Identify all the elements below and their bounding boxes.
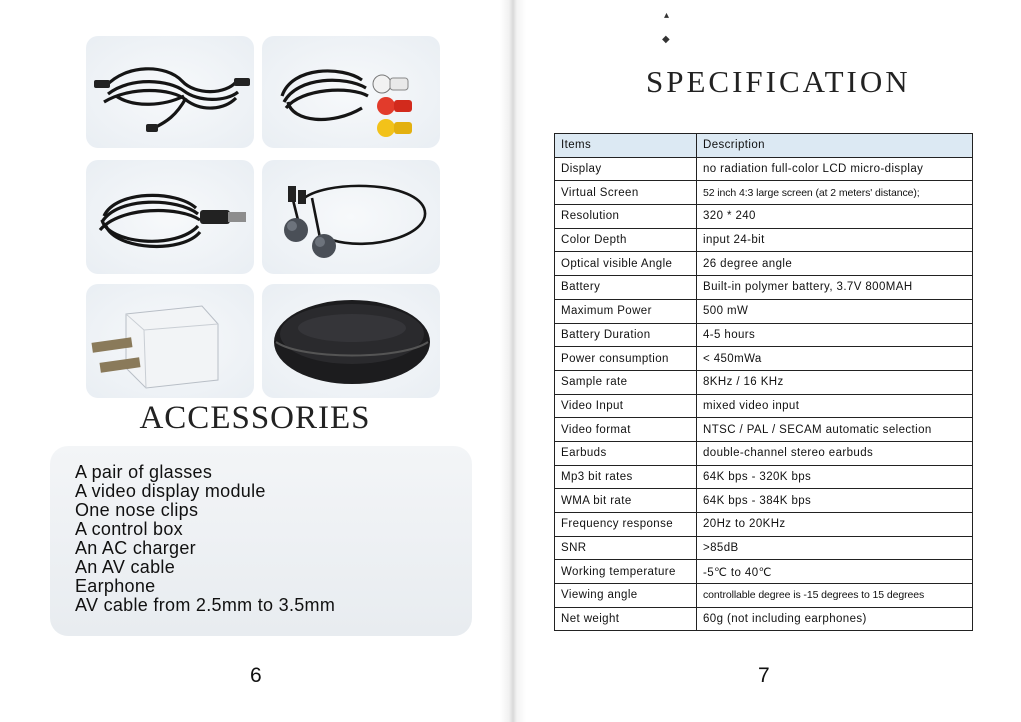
- carrying-case-icon: [262, 284, 440, 398]
- spec-description: 500 mW: [697, 299, 973, 323]
- list-item: A video display module: [75, 481, 266, 501]
- list-item: An AV cable: [75, 557, 176, 577]
- book-spine: [500, 0, 526, 722]
- table-row: [555, 536, 973, 560]
- spec-description: 8KHz / 16 KHz: [697, 370, 973, 394]
- spec-description: 320 * 240: [697, 205, 973, 229]
- photo-carrying-case: [262, 284, 440, 398]
- spec-item: Battery: [555, 276, 697, 300]
- print-mark: ◆: [662, 34, 670, 45]
- photo-earphones: [262, 160, 440, 274]
- spec-item: Sample rate: [555, 370, 697, 394]
- specification-title: SPECIFICATION: [646, 64, 911, 99]
- spec-description: >85dB: [697, 536, 973, 560]
- spec-description: 26 degree angle: [697, 252, 973, 276]
- spec-description: 60g (not including earphones): [697, 607, 973, 631]
- accessories-list: [75, 463, 335, 615]
- table-row: [555, 584, 973, 608]
- spec-item: Virtual Screen: [555, 181, 697, 205]
- table-row: [555, 418, 973, 442]
- usb-cable-icon: [86, 160, 254, 274]
- table-row: [555, 513, 973, 537]
- table-row: [555, 252, 973, 276]
- table-row: [555, 560, 973, 584]
- spec-description: NTSC / PAL / SECAM automatic selection: [697, 418, 973, 442]
- spec-description: 52 inch 4:3 large screen (at 2 meters' distance);: [697, 181, 973, 205]
- table-row: [555, 465, 973, 489]
- photo-usb-cable: [86, 160, 254, 274]
- page-number: 6: [250, 664, 262, 687]
- table-row: [555, 394, 973, 418]
- spec-description: double-channel stereo earbuds: [697, 441, 973, 465]
- table-row: [555, 157, 973, 181]
- page-number: 7: [758, 664, 770, 687]
- earphones-icon: [262, 160, 440, 274]
- list-item: AV cable from 2.5mm to 3.5mm: [75, 595, 336, 615]
- photo-av-rca-cable: [262, 36, 440, 148]
- spec-description: 20Hz to 20KHz: [697, 513, 973, 537]
- spec-description: 64K bps - 384K bps: [697, 489, 973, 513]
- photo-mini-usb-cable: [86, 36, 254, 148]
- table-row: [555, 370, 973, 394]
- spec-item: Optical visible Angle: [555, 252, 697, 276]
- table-row: [555, 489, 973, 513]
- spec-description: < 450mWa: [697, 347, 973, 371]
- spec-description: no radiation full-color LCD micro-display: [697, 157, 973, 181]
- table-row: [555, 299, 973, 323]
- table-row: [555, 205, 973, 229]
- spec-item: Power consumption: [555, 347, 697, 371]
- spec-description: 64K bps - 320K bps: [697, 465, 973, 489]
- table-row: [555, 323, 973, 347]
- table-row: [555, 228, 973, 252]
- table-row: [555, 347, 973, 371]
- spec-item: Earbuds: [555, 441, 697, 465]
- spec-description: 4-5 hours: [697, 323, 973, 347]
- spec-item: Mp3 bit rates: [555, 465, 697, 489]
- table-header-row: [555, 134, 973, 158]
- spec-description: Built-in polymer battery, 3.7V 800MAH: [697, 276, 973, 300]
- header-description: Description: [697, 134, 973, 158]
- list-item: A pair of glasses: [75, 462, 213, 482]
- list-item: One nose clips: [75, 500, 199, 520]
- spec-description: controllable degree is -15 degrees to 15 degrees: [697, 584, 973, 608]
- spec-item: Maximum Power: [555, 299, 697, 323]
- spec-description: input 24-bit: [697, 228, 973, 252]
- table-row: [555, 276, 973, 300]
- list-item: A control box: [75, 519, 183, 539]
- table-row: [555, 441, 973, 465]
- list-item: Earphone: [75, 576, 156, 596]
- spec-item: Battery Duration: [555, 323, 697, 347]
- mini-usb-cable-icon: [86, 36, 254, 148]
- av-rca-cable-icon: [262, 36, 440, 148]
- right-page: [512, 0, 1021, 722]
- spec-item: Frequency response: [555, 513, 697, 537]
- spec-item: Video Input: [555, 394, 697, 418]
- header-items: Items: [555, 134, 697, 158]
- table-row: [555, 181, 973, 205]
- spec-item: Display: [555, 157, 697, 181]
- accessories-title: ACCESSORIES: [139, 400, 371, 436]
- spec-description: mixed video input: [697, 394, 973, 418]
- list-item: An AC charger: [75, 538, 196, 558]
- spec-item: Color Depth: [555, 228, 697, 252]
- ac-charger-icon: [86, 284, 254, 398]
- spec-item: WMA bit rate: [555, 489, 697, 513]
- photo-ac-charger: [86, 284, 254, 398]
- table-row: [555, 607, 973, 631]
- spec-item: Viewing angle: [555, 584, 697, 608]
- spec-item: Resolution: [555, 205, 697, 229]
- specification-table: [554, 133, 973, 631]
- spec-item: Working temperature: [555, 560, 697, 584]
- spec-description: -5℃ to 40℃: [697, 560, 973, 584]
- spec-item: Video format: [555, 418, 697, 442]
- spec-item: Net weight: [555, 607, 697, 631]
- spec-item: SNR: [555, 536, 697, 560]
- print-mark: ▴: [664, 10, 670, 21]
